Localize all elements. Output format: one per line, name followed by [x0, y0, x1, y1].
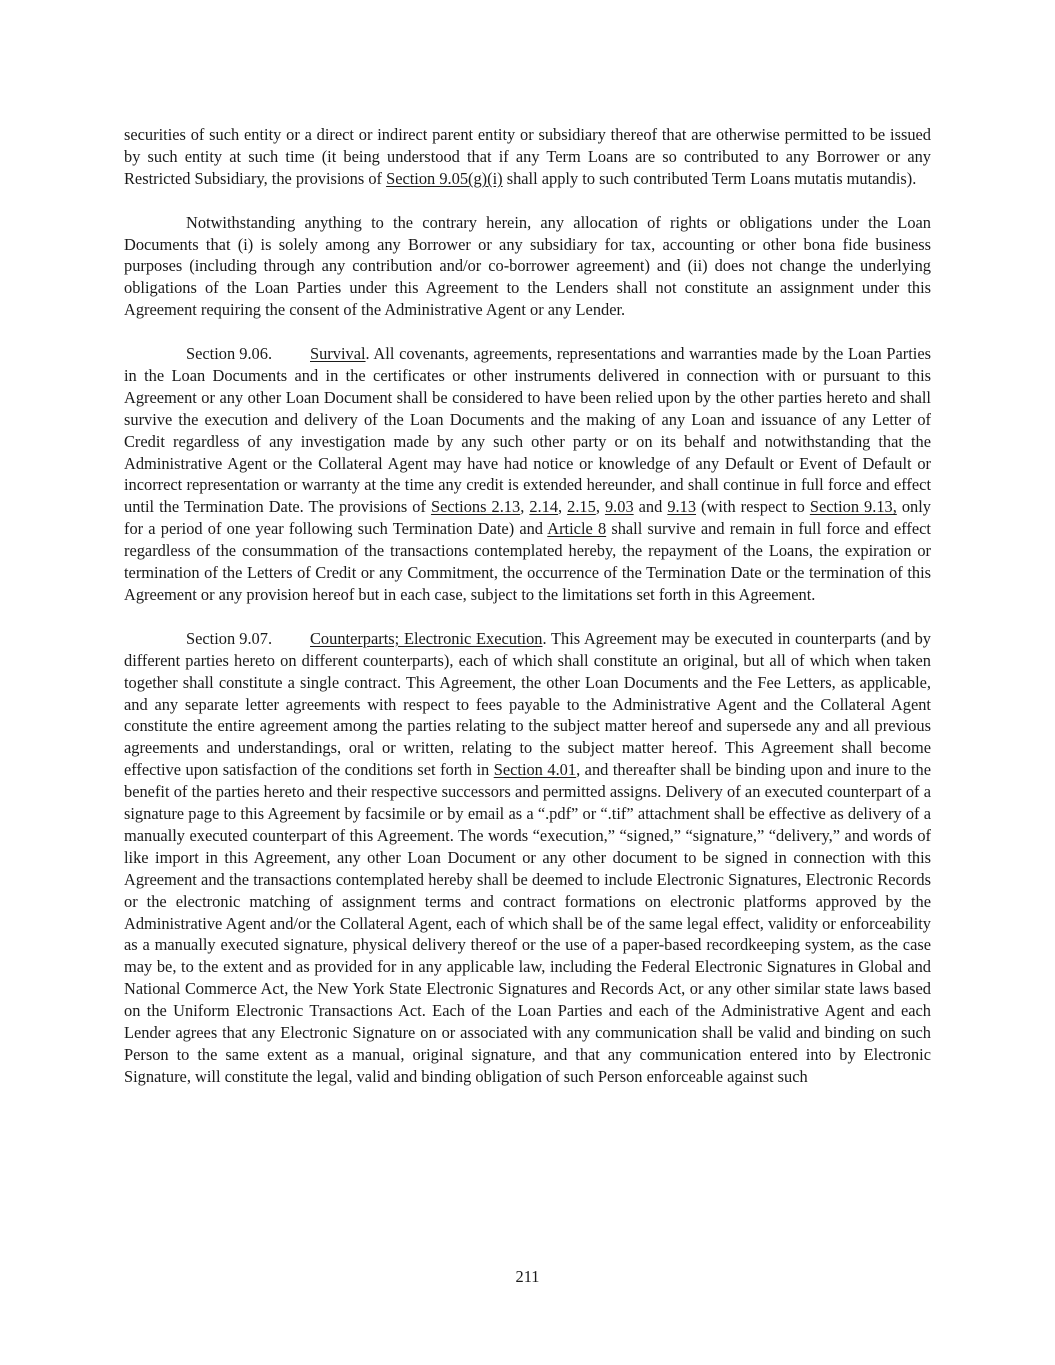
page-number: 211 [515, 1267, 540, 1286]
text-run: (with respect to [696, 497, 810, 517]
section-heading: Counterparts; Electronic Execution [310, 628, 543, 648]
text-run: securities of such entity or a direct or indirect parent entity or subsidiary thereof that are otherwise permitted to be issued by such entity at such time (it being understood that if any Term Loans are so contributed to any Borrower or any Restricted Subsidiary, the provisions of [124, 125, 931, 188]
text-run: Notwithstanding anything to the contrary herein, any allocation of rights or obligations under the Loan Documents that (i) is solely among any Borrower or any subsidiary for tax, accounting or other bona fide business purposes (including through any contribution and/or co-borrower agreement) and (ii) does not change the underlying obligations of the Loan Parties under this Agreement to the Lenders shall not constitute an assignment under this Agreement requiring the consent of the Administrative Agent or any Lender. [124, 212, 931, 320]
section-number: Section 9.07. [186, 628, 273, 648]
document-page [124, 124, 931, 1110]
paragraph-notwithstanding [124, 212, 931, 322]
cross-reference: Section 9.13, [809, 497, 897, 517]
cross-reference: Sections 2.13 [430, 497, 521, 517]
cross-reference: 9.03 [604, 497, 634, 517]
text-run: shall apply to such contributed Term Loans mutatis mutandis). [502, 168, 917, 188]
section-9-07 [124, 628, 931, 1088]
text-run: , and thereafter shall be binding upon and inure to the benefit of the parties hereto and their respective successors and permitted assigns. Delivery of an executed counterpart of a signature page to this Agreement by facsimile or by email as a “.pdf” or “.tif” attachment shall be effective as delivery of a manually executed counterpart of this Agreement. The words “execution,” “signed,” “signature,” “delivery,” and words of like import in this Agreement, any other Loan Document or any other document to be signed in connection with this Agreement and the transactions contemplated hereby shall be deemed to include Electronic Signatures, Electronic Records or the electronic matching of assignment terms and contract formations on electronic platforms approved by the Administrative Agent and/or the Collateral Agent, each of which shall be of the same legal effect, validity or enforceability as a manually executed signature, physical delivery thereof or the use of a paper-based recordkeeping system, as the case may be, to the extent and as provided for in any applicable law, including the Federal Electronic Signatures in Global and National Commerce Act, the New York State Electronic Signatures and Records Act, or any other similar state laws based on the Uniform Electronic Transactions Act. Each of the Loan Parties and each of the Administrative Agent and each Lender agrees that any Electronic Signature on or associated with any communication shall be valid and binding on such Person to the same extent as a manual, original signature, and that any communication entered into by Electronic Signature, will constitute the legal, valid and binding obligation of such Person enforceable against such [124, 760, 931, 1086]
cross-reference: Section 4.01 [493, 760, 577, 780]
text-run: only for a period of one year following such Termination Date) and [124, 497, 931, 539]
section-heading: Survival [310, 344, 366, 364]
text-run: and [633, 497, 668, 517]
cross-reference: Section 9.05(g)(i) [386, 168, 503, 188]
text-run: . This Agreement may be executed in counterparts (and by different parties hereto on different counterparts), each of which shall constitute an original, but all of which when taken together shall constitute a single contract. This Agreement, the other Loan Documents and the Fee Letters, as applicable, and any separate letter agreements with respect to fees payable to the Administrative Agent and the Collateral Agent constitute the entire agreement among the parties relating to the subject matter hereof and supersede any and all previous agreements and understandings, oral or written, relating to the subject matter hereof. This Agreement shall become effective upon satisfaction of the conditions set forth in [124, 628, 931, 780]
text-run: , [595, 497, 605, 517]
text-run: . All covenants, agreements, representations and warranties made by the Loan Parties in the Loan Documents and in the certificates or other instruments delivered in connection with or pursuant to this Agreement or any other Loan Document shall be considered to have been relied upon by the other parties hereto and shall survive the execution and delivery of the Loan Documents and the making of any Loan and issuance of any Letter of Credit regardless of any investigation made by any such other party or on its behalf and notwithstanding that the Administrative Agent or the Collateral Agent may have had notice or knowledge of any Default or Event of Default or incorrect representation or warranty at the time any credit is extended hereunder, and shall continue in full force and effect until the Termination Date. The provisions of [124, 344, 931, 517]
cross-reference: 2.15 [567, 497, 596, 517]
text-run: , [558, 497, 568, 517]
cross-reference: Article 8 [547, 519, 607, 539]
text-run: , [520, 497, 530, 517]
cross-reference: 9.13 [667, 497, 697, 517]
text-run: shall survive and remain in full force and effect regardless of the consummation of the transactions contemplated hereby, the repayment of the Loans, the expiration or termination of the Letters of Credit or any Commitment, the occurrence of the Termination Date or the termination of this Agreement or any provision hereof but in each case, subject to the limitations set forth in this Agreement. [124, 519, 931, 604]
paragraph-continuation [124, 124, 931, 190]
section-9-06 [124, 343, 931, 606]
section-number: Section 9.06. [186, 344, 273, 364]
cross-reference: 2.14 [529, 497, 559, 517]
